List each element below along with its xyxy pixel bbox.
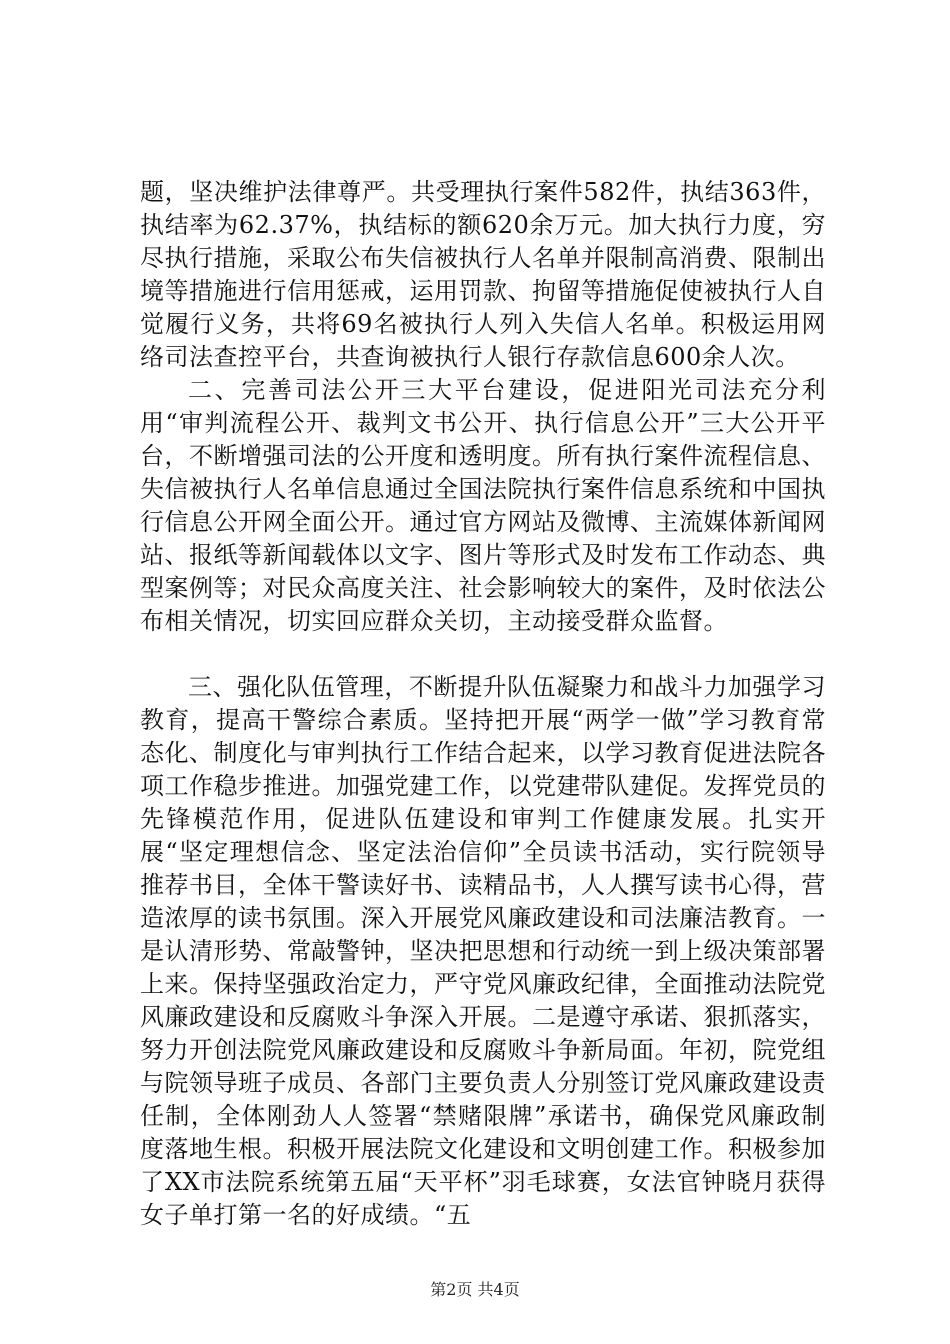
paragraph-spacer <box>140 638 826 671</box>
paragraph-judicial-openness: 二、完善司法公开三大平台建设，促进阳光司法充分利用“审判流程公开、裁判文书公开、执行信息公开”三大公开平台，不断增强司法的公开度和透明度。所有执行案件流程信息、失信被执行人名单信息通过全国法院执行案件信息系统和中国执行信息公开网全面公开。通过官方网站及微博、主流媒体新闻网站、报纸等新闻载体以文字、图片等形式及时发布工作动态、典型案例等；对民众高度关注、社会影响较大的案件，及时依法公布相关情况，切实回应群众关切，主动接受群众监督。 <box>140 376 826 635</box>
page-footer: 第2页 共4页 <box>430 1280 520 1299</box>
paragraph-team-management: 三、强化队伍管理，不断提升队伍凝聚力和战斗力加强学习教育，提高干警综合素质。坚持把开展“两学一做”学习教育常态化、制度化与审判执行工作结合起来，以学习教育促进法院各项工作稳步推进。加强党建工作，以党建带队建促。发挥党员的先锋模范作用，促进队伍建设和审判工作健康发展。扎实开展“坚定理想信念、坚定法治信仰”全员读书活动，实行院领导推荐书目，全体干警读好书、读精品书，人人撰写读书心得，营造浓厚的读书氛围。深入开展党风廉政建设和司法廉洁教育。一是认清形势、常敲警钟，坚决把思想和行动统一到上级决策部署上来。保持坚强政治定力，严守党风廉政纪律，全面推动法院党风廉政建设和反腐败斗争深入开展。二是遵守承诺、狠抓落实，努力开创法院党风廉政建设和反腐败斗争新局面。年初，院党组与院领导班子成员、各部门主要负责人分别签订党风廉政建设责任制，全体刚劲人人签署“禁赌限牌”承诺书，确保党风廉政制度落地生根。积极开展法院文化建设和文明创建工作。积极参加了XX市法院系统第五届“天平杯”羽毛球赛，女法官钟晓月获得女子单打第一名的好成绩。“五 <box>140 673 826 1229</box>
document-body <box>140 176 826 1232</box>
paragraph-execution-cases: 题，坚决维护法律尊严。共受理执行案件582件，执结363件，执结率为62.37%，执结标的额620余万元。加大执行力度，穷尽执行措施，采取公布失信被执行人名单并限制高消费、限制出境等措施进行信用惩戒，运用罚款、拘留等措施促使被执行人自觉履行义务，共将69名被执行人列入失信人名单。积极运用网络司法查控平台，共查询被执行人银行存款信息600余人次。 <box>140 178 826 371</box>
